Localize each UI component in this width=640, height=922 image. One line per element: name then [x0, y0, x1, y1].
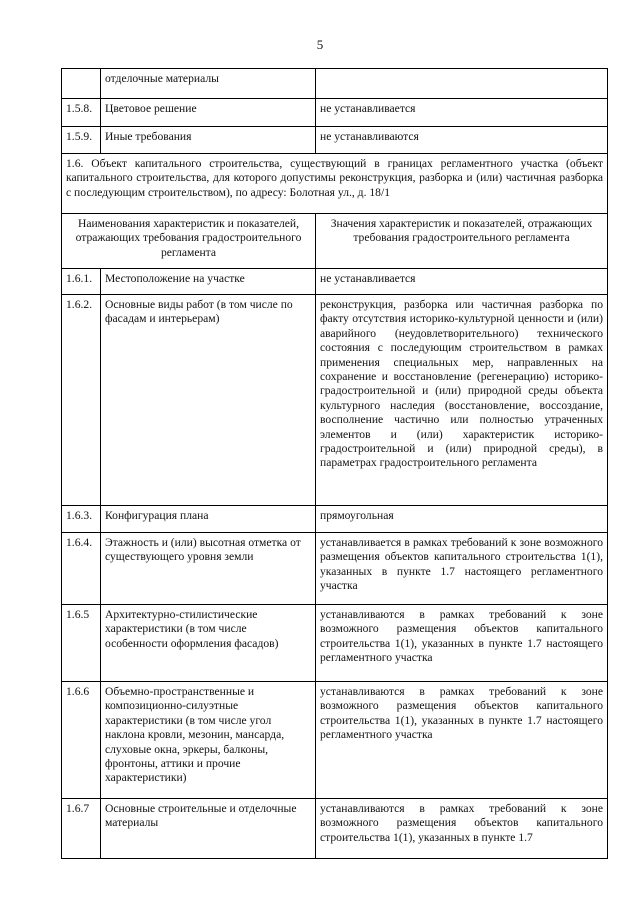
- row-name: Этажность и (или) высотная отметка от существующего уровня земли: [101, 533, 316, 605]
- row-value: прямоугольная: [316, 506, 608, 533]
- table-row: [62, 69, 608, 99]
- row-value: устанавливаются в рамках требований к зоне возможного размещения объектов капитального строительства 1(1), указанных в пункте 1.7: [316, 799, 608, 859]
- table-row: [62, 506, 608, 533]
- row-value: [316, 69, 608, 99]
- page-number: 5: [316, 37, 324, 52]
- row-number: 1.6.3.: [62, 506, 101, 533]
- row-number: 1.6.7: [62, 799, 101, 859]
- row-value: устанавливается в рамках требований к зоне возможного размещения объектов капитального строительства 1(1), указанных в пункте 1.7 настоящего регламентного участка: [316, 533, 608, 605]
- row-name: Основные виды работ (в том числе по фасадам и интерьерам): [101, 295, 316, 506]
- column-header-row: [62, 214, 608, 269]
- column-header-value: Значения характеристик и показателей, отражающих требования градостроительного регламента: [316, 214, 608, 269]
- section-heading-row: [62, 154, 608, 214]
- row-name: Основные строительные и отделочные материалы: [101, 799, 316, 859]
- row-number: [62, 69, 101, 99]
- row-value: не устанавливаются: [316, 127, 608, 154]
- row-number: 1.6.2.: [62, 295, 101, 506]
- table-row: [62, 605, 608, 682]
- row-name: Цветовое решение: [101, 99, 316, 127]
- regulation-table: [61, 68, 608, 859]
- table-row: [62, 533, 608, 605]
- row-name: Объемно-пространственные и композиционно-силуэтные характеристики (в том числе угол наклона кровли, мезонин, мансарда, слуховые окна, эркеры, балконы, фронтоны, аттики и прочие характеристики): [101, 682, 316, 799]
- row-number: 1.6.5: [62, 605, 101, 682]
- column-header-name: Наименования характеристик и показателей, отражающих требования градостроительного регламента: [62, 214, 316, 269]
- row-value: не устанавливается: [316, 269, 608, 295]
- row-value: реконструкция, разборка или частичная разборка по факту отсутствия историко-культурной ценности и (или) аварийного (неудовлетворительного) технического состояния с последующим строительством в рамках применения специальных мер, направленных на сохранение и восстановление (регенерацию) историко-градостроительной и (или) природной среды объекта культурного наследия (восстановление, воссоздание, восполнение частично или полностью утраченных элементов и (или) характеристик историко-градостроительной и (или) природной среды), в параметрах градостроительного регламента: [316, 295, 608, 506]
- row-name: отделочные материалы: [101, 69, 316, 99]
- table-row: [62, 682, 608, 799]
- table-row: [62, 269, 608, 295]
- table-row: [62, 799, 608, 859]
- table-row: [62, 295, 608, 506]
- row-name: Иные требования: [101, 127, 316, 154]
- row-number: 1.6.1.: [62, 269, 101, 295]
- table-row: [62, 127, 608, 154]
- row-number: 1.6.4.: [62, 533, 101, 605]
- row-value: устанавливаются в рамках требований к зоне возможного размещения объектов капитального строительства 1(1), указанных в пункте 1.7 настоящего регламентного участка: [316, 605, 608, 682]
- table-row: [62, 99, 608, 127]
- row-value: устанавливаются в рамках требований к зоне возможного размещения объектов капитального строительства 1(1), указанных в пункте 1.7 настоящего регламентного участка: [316, 682, 608, 799]
- row-name: Конфигурация плана: [101, 506, 316, 533]
- row-value: не устанавливается: [316, 99, 608, 127]
- row-number: 1.5.8.: [62, 99, 101, 127]
- row-name: Архитектурно-стилистические характеристики (в том числе особенности оформления фасадов): [101, 605, 316, 682]
- row-name: Местоположение на участке: [101, 269, 316, 295]
- row-number: 1.6.6: [62, 682, 101, 799]
- section-heading: 1.6. Объект капитального строительства, существующий в границах регламентного участка (объект капитального строительства, для которого допустимы реконструкция, разборка и (или) частичная разборка с последующим строительством), по адресу: Болотная ул., д. 18/1: [62, 154, 608, 214]
- row-number: 1.5.9.: [62, 127, 101, 154]
